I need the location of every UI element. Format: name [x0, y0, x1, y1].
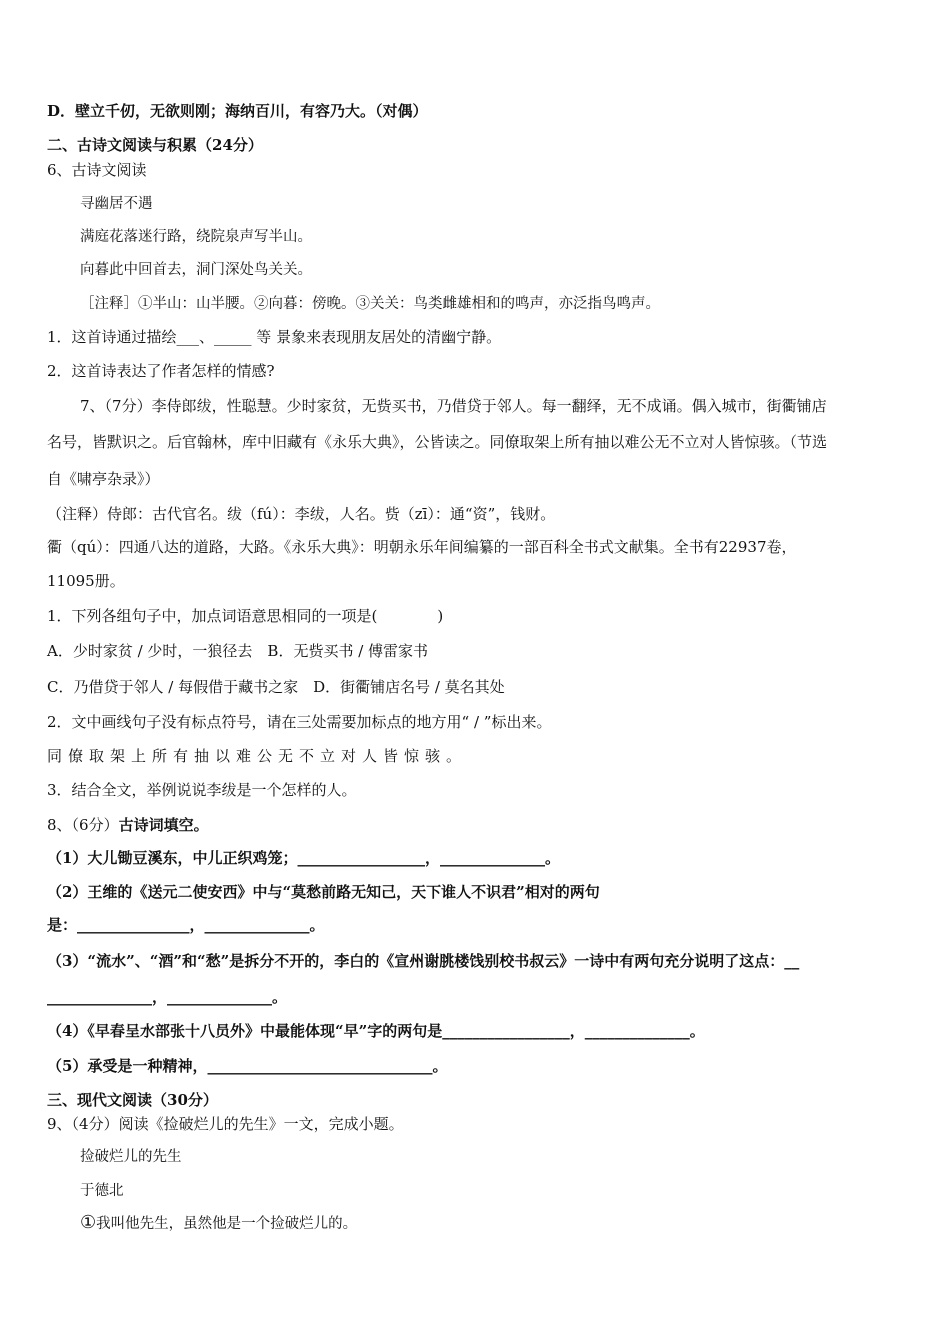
- q7-passage-line-1: 7、（7分）李侍郎绂，性聪慧。少时家贫，无赀买书，乃借贷于邻人。每一翻绎，无不成诵。偶入城市，街衢铺店: [80, 397, 827, 415]
- article-title: 捡破烂儿的先生: [80, 1149, 182, 1165]
- q7-options-ab: A．少时家贫 / 少时，一狼径去 B．无赀买书 / 傅雷家书: [47, 642, 429, 660]
- q8-item-1: （1）大儿锄豆溪东，中儿正织鸡笼；_________________，______________。: [47, 849, 560, 867]
- q7-sub-3: 3．结合全文，举例说说李绂是一个怎样的人。: [47, 781, 357, 799]
- q7-options-cd: C．乃借贷于邻人 / 每假借于藏书之家 D．街衢铺店名号 / 莫名其处: [47, 678, 505, 696]
- q8-item-4: （4）《早春呈水部张十八员外》中最能体现“早”字的两句是_________________，______________。: [47, 1022, 705, 1040]
- q7-sub-2: 2．文中画线句子没有标点符号，请在三处需要加标点的地方用“ / ”标出来。: [47, 713, 552, 731]
- q6-sub-2: 2．这首诗表达了作者怎样的情感?: [47, 362, 275, 380]
- section-heading-modern: 三、现代文阅读（30分）: [47, 1091, 218, 1109]
- question-9-title: 9、（4分）阅读《捡破烂儿的先生》一文，完成小题。: [47, 1115, 404, 1133]
- q7-note-1: （注释）侍郎：古代官名。绂（fú）：李绂，人名。赀（zī）：通“资”，钱财。: [47, 505, 556, 523]
- option-d-line: D．壁立千仞，无欲则刚；海纳百川，有容乃大。（对偶）: [47, 102, 428, 120]
- q7-sub-1: 1．下列各组句子中，加点词语意思相同的一项是( ): [47, 607, 444, 625]
- q8-title: [47, 814, 910, 836]
- q7-note-2: 衢（qú）：四通八达的道路，大路。《永乐大典》：明朝永乐年间编纂的一部百科全书式文献集。全书有22937卷，: [47, 538, 797, 556]
- q8-item-2: （2）王维的《送元二使安西》中与“莫愁前路无知己，天下谁人不识君”相对的两句: [47, 883, 600, 901]
- q7-passage-line-2: 名号，皆默识之。后官翰林，库中旧藏有《永乐大典》，公皆读之。同僚取架上所有抽以难公无不立对人皆惊骇。（节选: [47, 433, 828, 451]
- q6-sub-1: 1．这首诗通过描绘___、_____ 等 景象来表现朋友居处的清幽宁静。: [47, 328, 502, 346]
- paragraph-number: ①: [80, 1212, 97, 1233]
- q8-heading: 古诗词填空。: [118, 816, 209, 834]
- poem-title: 寻幽居不遇: [80, 196, 153, 212]
- article-author: 于德北: [80, 1183, 124, 1199]
- q8-item-5: （5）承受是一种精神，______________________________。: [47, 1057, 448, 1075]
- paragraph-text: 我叫他先生，虽然他是一个捡破烂儿的。: [96, 1216, 358, 1232]
- q8-item-3: （3）“流水”、“酒”和“愁”是拆分不开的，李白的《宣州谢朓楼饯别校书叔云》一诗中有两句充分说明了这点：__: [47, 952, 800, 970]
- question-6-title: 6、古诗文阅读: [47, 161, 147, 179]
- article-paragraph-1: [80, 1212, 910, 1235]
- q7-sub-2-sentence: 同僚取架上所有抽以难公无不立对人皆惊骇。: [47, 747, 468, 765]
- q7-passage-line-3: 自《啸亭杂录》）: [47, 470, 160, 488]
- q8-number: 8、（6分）: [47, 816, 119, 834]
- q7-note-3: 11095册。: [47, 572, 125, 590]
- poem-line-2: 向暮此中回首去，洞门深处鸟关关。: [80, 262, 312, 278]
- q8-item-3-cont: ______________，______________。: [47, 988, 288, 1006]
- section-heading-classical: 二、古诗文阅读与积累（24分）: [47, 136, 263, 154]
- poem-line-1: 满庭花落迷行路，绕院泉声写半山。: [80, 229, 312, 245]
- q8-item-2-cont: 是：_______________，______________。: [47, 916, 325, 934]
- poem-notes: ［注释］①半山：山半腰。②向暮：傍晚。③关关：鸟类雌雄相和的鸣声，亦泛指鸟鸣声。: [80, 296, 660, 312]
